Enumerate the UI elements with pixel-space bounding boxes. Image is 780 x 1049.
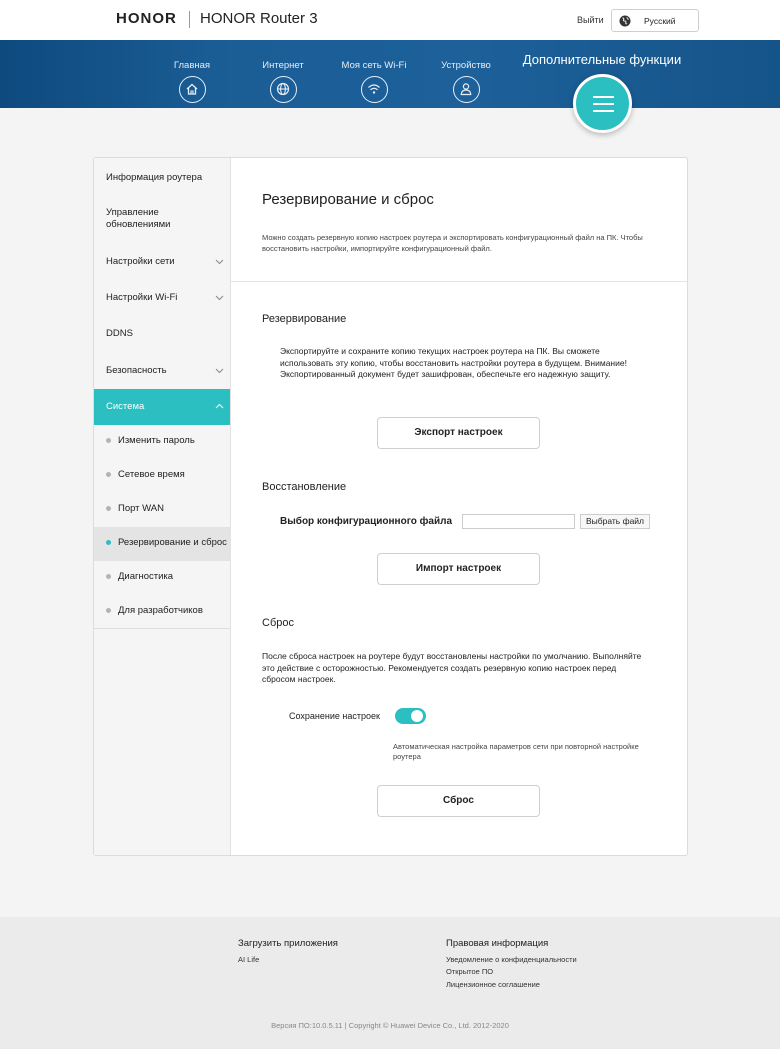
- sidebar-item-wifi[interactable]: [94, 292, 230, 303]
- globe-icon: [270, 76, 297, 103]
- globe-icon: [619, 15, 631, 27]
- sidebar-divider: [94, 628, 230, 629]
- sidebar-subitem-backup[interactable]: [94, 527, 230, 561]
- nav-advanced-label[interactable]: Дополнительные функции: [522, 52, 682, 67]
- brand-divider: [189, 11, 190, 28]
- bullet-icon: [106, 540, 111, 545]
- backup-section-title: Резервирование: [262, 313, 347, 325]
- sidebar-item-label: Информация роутера: [106, 172, 203, 183]
- export-settings-button[interactable]: Экспорт настроек: [377, 417, 540, 449]
- sidebar-subitem-label: Изменить пароль: [118, 435, 195, 446]
- sidebar-item-network[interactable]: [94, 256, 230, 267]
- sidebar-subitem-label: Сетевое время: [118, 469, 185, 480]
- keep-settings-label: Сохранение настроек: [289, 711, 380, 721]
- reset-description: После сброса настроек на роутере будут восстановлены настройки по умолчанию. Выполняйте это действие с осторожностью. Рекомендуется создать резервную копию настроек перед сбросом настроек.: [262, 651, 642, 684]
- sidebar-item-label: Настройки сети: [106, 256, 175, 267]
- nav-home[interactable]: [152, 60, 232, 103]
- nav-devices-label: Устройство: [441, 60, 491, 71]
- bullet-icon: [106, 472, 111, 477]
- sidebar-item-ddns[interactable]: [94, 328, 230, 339]
- choose-file-button[interactable]: Выбрать файл: [580, 514, 650, 529]
- chevron-down-icon: [215, 366, 224, 375]
- sidebar-subitem-label: Порт WAN: [118, 503, 164, 514]
- sidebar-item-updates[interactable]: [94, 207, 204, 231]
- reset-section-title: Сброс: [262, 617, 294, 629]
- sidebar-item-system[interactable]: [94, 389, 230, 425]
- nav-internet[interactable]: [243, 60, 323, 103]
- reset-button[interactable]: Сброс: [377, 785, 540, 817]
- content-divider: [231, 281, 687, 282]
- nav-devices[interactable]: [426, 60, 506, 103]
- config-file-input[interactable]: [462, 514, 575, 529]
- bullet-icon: [106, 574, 111, 579]
- wifi-icon: [361, 76, 388, 103]
- footer-link-privacy[interactable]: Уведомление о конфиденциальности: [446, 955, 577, 964]
- keep-settings-toggle[interactable]: [395, 708, 426, 724]
- content-panel: [231, 158, 687, 855]
- sidebar-subitem-diagnostics[interactable]: [94, 561, 230, 595]
- page-description: Можно создать резервную копию настроек роутера и экспортировать конфигурационный файл на ПК. Чтобы восстановить настройки, импортируйте конфигурационный файл.: [262, 233, 643, 253]
- sidebar-subitem-password[interactable]: [94, 425, 230, 459]
- product-name: HONOR Router 3: [200, 10, 318, 27]
- logout-link[interactable]: Выйти: [577, 15, 604, 25]
- chevron-down-icon: [215, 293, 224, 302]
- footer-link-license[interactable]: Лицензионное соглашение: [446, 980, 540, 989]
- restore-section-title: Восстановление: [262, 481, 347, 493]
- footer-apps-title: Загрузить приложения: [238, 938, 338, 949]
- sidebar-item-label: Система: [106, 401, 145, 412]
- nav-home-label: Главная: [173, 60, 211, 71]
- sidebar-item-label: Безопасность: [106, 365, 167, 376]
- main-nav: [0, 40, 780, 108]
- backup-description: Экспортируйте и сохраните копию текущих настроек роутера на ПК. Вы сможете использовать эту копию, чтобы восстановить настройки роутера в будущем. Внимание! Экспортированный документ будет зашифрован, обеспечьте его надежную защиту.: [280, 346, 627, 379]
- footer: [0, 917, 780, 1049]
- bullet-icon: [106, 506, 111, 511]
- nav-internet-label: Интернет: [262, 60, 304, 71]
- bullet-icon: [106, 438, 111, 443]
- nav-wifi-label: Моя сеть Wi-Fi: [341, 60, 407, 71]
- page-title: Резервирование и сброс: [262, 191, 434, 208]
- footer-legal-title: Правовая информация: [446, 938, 549, 949]
- sidebar-subitem-label: Для разработчиков: [118, 605, 203, 616]
- brand-logo: HONOR: [116, 10, 177, 27]
- settings-card: [93, 157, 688, 856]
- toggle-knob: [411, 710, 423, 722]
- language-value: Русский: [644, 16, 676, 26]
- language-select[interactable]: [611, 9, 699, 32]
- top-header: [0, 0, 780, 40]
- home-icon: [179, 76, 206, 103]
- bullet-icon: [106, 608, 111, 613]
- footer-copyright: Версия ПО:10.0.5.11 | Copyright © Huawei Device Co., Ltd. 2012-2020: [271, 1021, 509, 1030]
- sidebar-subitem-time[interactable]: [94, 459, 230, 493]
- sidebar-item-label: Управление обновлениями: [106, 207, 171, 230]
- menu-icon[interactable]: [573, 74, 632, 133]
- keep-settings-hint: Автоматическая настройка параметров сети при повторной настройке роутера: [393, 742, 639, 761]
- sidebar: [94, 158, 231, 855]
- sidebar-item-security[interactable]: [94, 365, 230, 376]
- sidebar-subitem-developers[interactable]: [94, 595, 230, 629]
- nav-wifi[interactable]: [334, 60, 414, 103]
- sidebar-subitem-wan[interactable]: [94, 493, 230, 527]
- user-icon: [453, 76, 480, 103]
- file-select-label: Выбор конфигурационного файла: [280, 516, 453, 527]
- footer-link-ai-life[interactable]: AI Life: [238, 955, 260, 964]
- sidebar-subitem-label: Резервирование и сброс: [118, 537, 227, 548]
- footer-link-open-source[interactable]: Открытое ПО: [446, 967, 494, 976]
- chevron-up-icon: [215, 402, 224, 411]
- sidebar-item-label: Настройки Wi-Fi: [106, 292, 178, 303]
- sidebar-item-label: DDNS: [106, 328, 133, 339]
- chevron-down-icon: [215, 257, 224, 266]
- import-settings-button[interactable]: Импорт настроек: [377, 553, 540, 585]
- sidebar-item-router-info[interactable]: [94, 172, 230, 183]
- sidebar-subitem-label: Диагностика: [118, 571, 174, 582]
